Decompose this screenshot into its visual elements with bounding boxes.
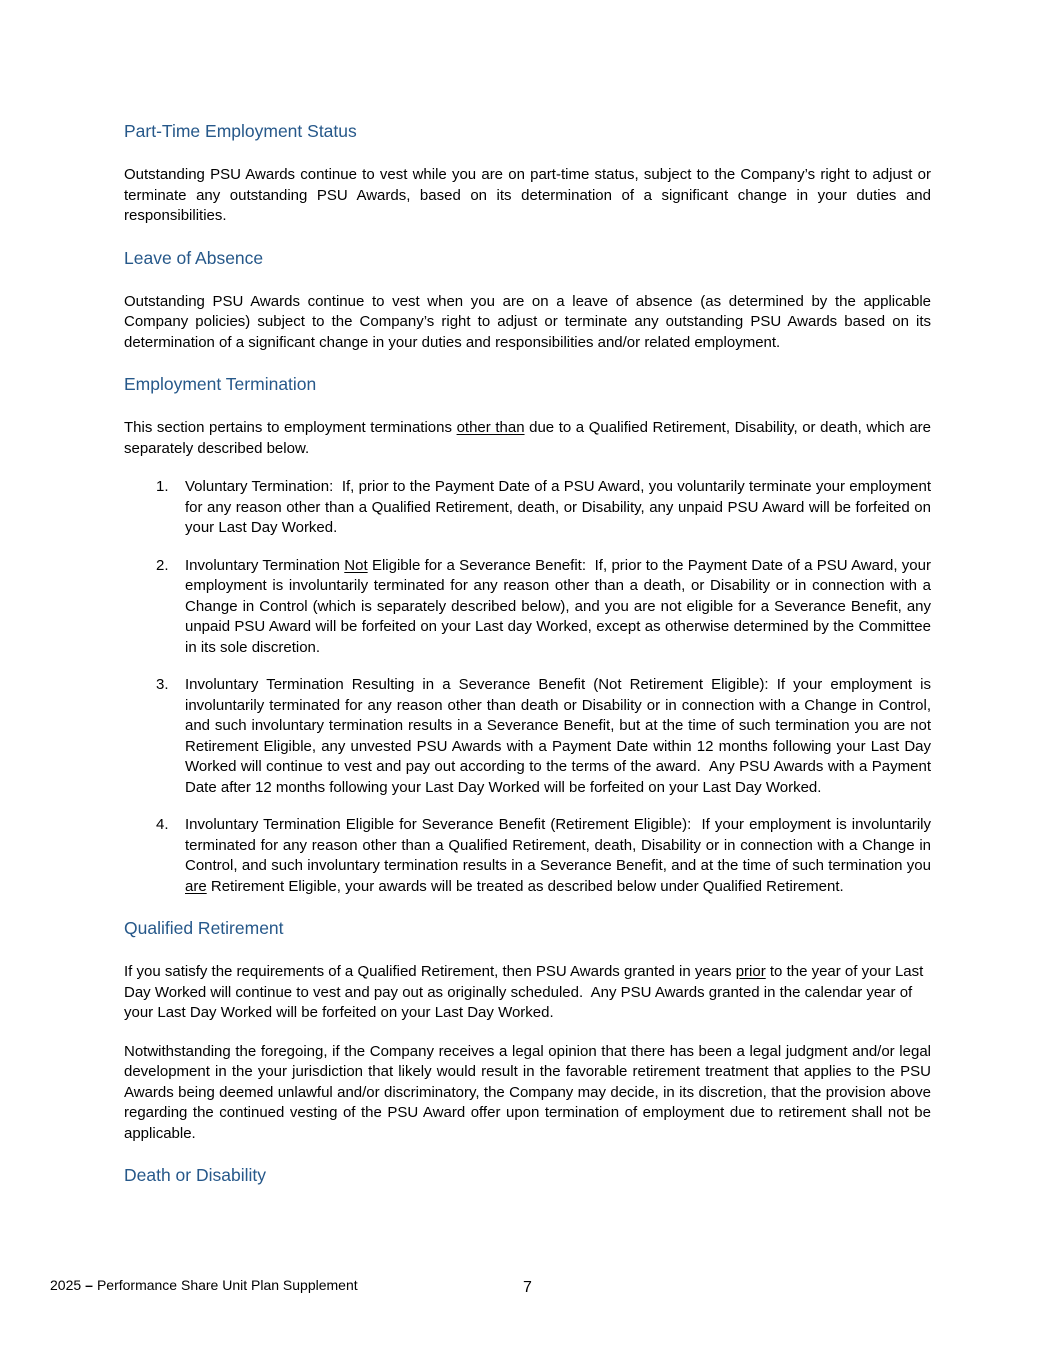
underlined-phrase-other-than: other than — [456, 419, 525, 436]
heading-leave-of-absence: Leave of Absence — [124, 247, 264, 268]
list-item-number: 3. — [156, 676, 169, 693]
para-leave-of-absence: Outstanding PSU Awards continue to vest when you are on a leave of absence (as determined by the applicable Company policies) subject to the Company’s right to adjust or terminate any outstanding PSU Awards based on its determination of a significant change in your duties and responsibilities and/or related employment. — [124, 292, 931, 351]
termination-numbered-list — [124, 477, 931, 897]
footer-title-text: Performance Share Unit Plan Supplement — [96, 1277, 358, 1293]
text-run: to the year of your Last Day Worked will continue to vest and pay out as originally scheduled. Any PSU Awards granted in the calendar year of your Last Day Worked will be forfeited on your Last Day Worked. — [124, 963, 924, 1021]
para-part-time-status: Outstanding PSU Awards continue to vest while you are on part-time status, subject to the Company’s right to adjust or terminate any outstanding PSU Awards, based on its determination of a significant change in your duties and responsibilities. — [124, 166, 931, 224]
heading-employment-termination: Employment Termination — [124, 374, 317, 394]
text-run: Eligible for a Severance Benefit: If, prior to the Payment Date of a PSU Award, your employment is involuntarily terminated for any reason other than a death, or Disability or in connection with a Change in Control (which is separately described below), and you are not eligible for a Severance Benefit, any unpaid PSU Award will be forfeited on your Last day Worked, except as otherwise determined by the Committee in its sole discretion. — [185, 556, 931, 656]
para-legal-opinion-caveat: Notwithstanding the foregoing, if the Company receives a legal opinion that there has been a legal judgment and/or legal development in the your jurisdiction that likely would result in the favorable retirement treatment that applies to the PSU Awards being deemed unlawful and/or discriminatory, the Company may decide, in its discretion, that the provision above regarding the continued vesting of the PSU Award offer upon termination of employment due to retirement shall not be applicable. — [124, 1042, 931, 1142]
para-qualified-retirement-vesting — [124, 962, 931, 1024]
text-run: Involuntary Termination Eligible for Severance Benefit (Retirement Eligible): If your employment is involuntarily terminated for any reason other than a Qualified Retirement, death, Disability or in connection with a Change in Control, and such involuntary termination results in a Severance Benefit, and at the time of such termination you — [185, 816, 931, 874]
heading-part-time-employment-status: Part-Time Employment Status — [124, 121, 357, 141]
footer-dash: – — [85, 1277, 93, 1293]
list-item-number: 2. — [156, 556, 169, 574]
text-run: If you satisfy the requirements of a Qualified Retirement, then PSU Awards granted in years — [124, 963, 736, 980]
text-run: due to a Qualified Retirement, Disability, or death, which are separately described below. — [124, 419, 932, 457]
page-number: 7 — [523, 1279, 532, 1296]
list-item-involuntary-not-eligible-severance — [124, 556, 931, 659]
document-content — [124, 121, 931, 1209]
heading-death-or-disability: Death or Disability — [124, 1165, 266, 1185]
text-run: Involuntary Termination — [185, 556, 345, 574]
underlined-word-prior: prior — [735, 963, 766, 980]
list-item-text — [185, 556, 931, 659]
underlined-word-are: are — [185, 877, 207, 895]
list-item-text: Involuntary Termination Resulting in a Severance Benefit (Not Retirement Eligible): If your employment is involuntarily terminated for any reason other than death or Disability or in connection with a Change in Control, and such involuntary termination results in a Severance Benefit, but at the time of such termination you are not Retirement Eligible, any unvested PSU Awards with a Payment Date within 12 months following your Last Day Worked will continue to vest and pay out according to the terms of the award. Any PSU Awards with a Payment Date after 12 months following your Last Day Worked will be forfeited on your Last Day Worked. — [185, 676, 931, 796]
list-item-number: 4. — [156, 816, 169, 833]
heading-qualified-retirement: Qualified Retirement — [124, 918, 284, 938]
para-termination-intro — [124, 418, 931, 459]
footer-year: 2025 — [50, 1277, 82, 1293]
list-item-involuntary-severance-not-retirement-eligible — [124, 675, 931, 798]
text-run: Retirement Eligible, your awards will be treated as described below under Qualified Retirement. — [206, 877, 844, 895]
underlined-word-not: Not — [344, 556, 368, 574]
list-item-voluntary-termination — [124, 477, 931, 539]
text-run: This section pertains to employment terminations — [124, 419, 457, 436]
list-item-text — [185, 815, 931, 897]
list-item-number: 1. — [156, 478, 169, 495]
list-item-text: Voluntary Termination: If, prior to the Payment Date of a PSU Award, you voluntarily terminate your employment for any reason other than a Qualified Retirement, death, or Disability, any unpaid PSU Award will be forfeited on your Last Day Worked. — [185, 478, 931, 536]
list-item-involuntary-severance-retirement-eligible — [124, 815, 931, 897]
